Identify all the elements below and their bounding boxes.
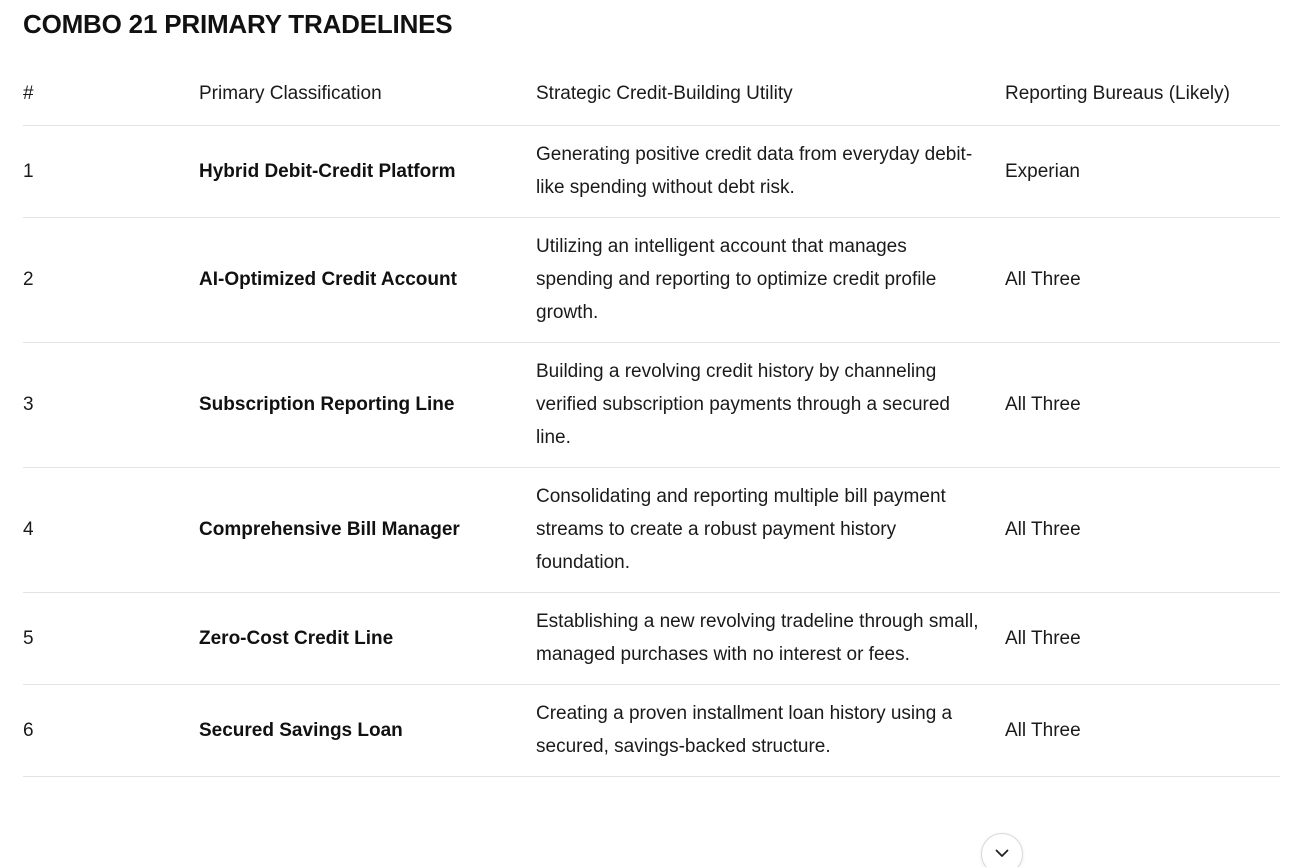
row-classification: Comprehensive Bill Manager: [199, 468, 536, 593]
row-num: 4: [23, 468, 199, 593]
header-classification: Primary Classification: [199, 62, 536, 126]
row-bureaus: All Three: [1005, 685, 1280, 777]
table-body: [23, 126, 1280, 777]
row-classification: Hybrid Debit-Credit Platform: [199, 126, 536, 218]
row-bureaus: All Three: [1005, 593, 1280, 685]
page-title: COMBO 21 PRIMARY TRADELINES: [23, 9, 453, 39]
row-num: 2: [23, 218, 199, 343]
row-classification: Zero-Cost Credit Line: [199, 593, 536, 685]
row-bureaus: All Three: [1005, 343, 1280, 468]
scroll-down-button[interactable]: [981, 833, 1023, 867]
row-utility: Consolidating and reporting multiple bill payment streams to create a robust payment history foundation.: [536, 468, 1005, 593]
row-num: 1: [23, 126, 199, 218]
row-num: 3: [23, 343, 199, 468]
table-row: [23, 126, 1280, 218]
tradelines-table: [23, 62, 1280, 777]
table-header: [23, 62, 1280, 126]
row-bureaus: All Three: [1005, 468, 1280, 593]
row-num: 6: [23, 685, 199, 777]
row-bureaus: All Three: [1005, 218, 1280, 343]
row-classification: Secured Savings Loan: [199, 685, 536, 777]
header-utility: Strategic Credit-Building Utility: [536, 62, 1005, 126]
table-row: [23, 685, 1280, 777]
row-classification: Subscription Reporting Line: [199, 343, 536, 468]
table-row: [23, 468, 1280, 593]
table-row: [23, 218, 1280, 343]
header-num: #: [23, 62, 199, 126]
header-row: [23, 62, 1280, 126]
table-row: [23, 343, 1280, 468]
row-utility: Generating positive credit data from everyday debit-like spending without debt risk.: [536, 126, 1005, 218]
row-utility: Building a revolving credit history by channeling verified subscription payments through a secured line.: [536, 343, 1005, 468]
row-utility: Utilizing an intelligent account that manages spending and reporting to optimize credit profile growth.: [536, 218, 1005, 343]
row-bureaus: Experian: [1005, 126, 1280, 218]
table-row: [23, 593, 1280, 685]
row-classification: AI-Optimized Credit Account: [199, 218, 536, 343]
row-utility: Creating a proven installment loan history using a secured, savings-backed structure.: [536, 685, 1005, 777]
chevron-down-icon: [995, 849, 1009, 858]
header-bureaus: Reporting Bureaus (Likely): [1005, 62, 1280, 126]
row-num: 5: [23, 593, 199, 685]
row-utility: Establishing a new revolving tradeline through small, managed purchases with no interest or fees.: [536, 593, 1005, 685]
